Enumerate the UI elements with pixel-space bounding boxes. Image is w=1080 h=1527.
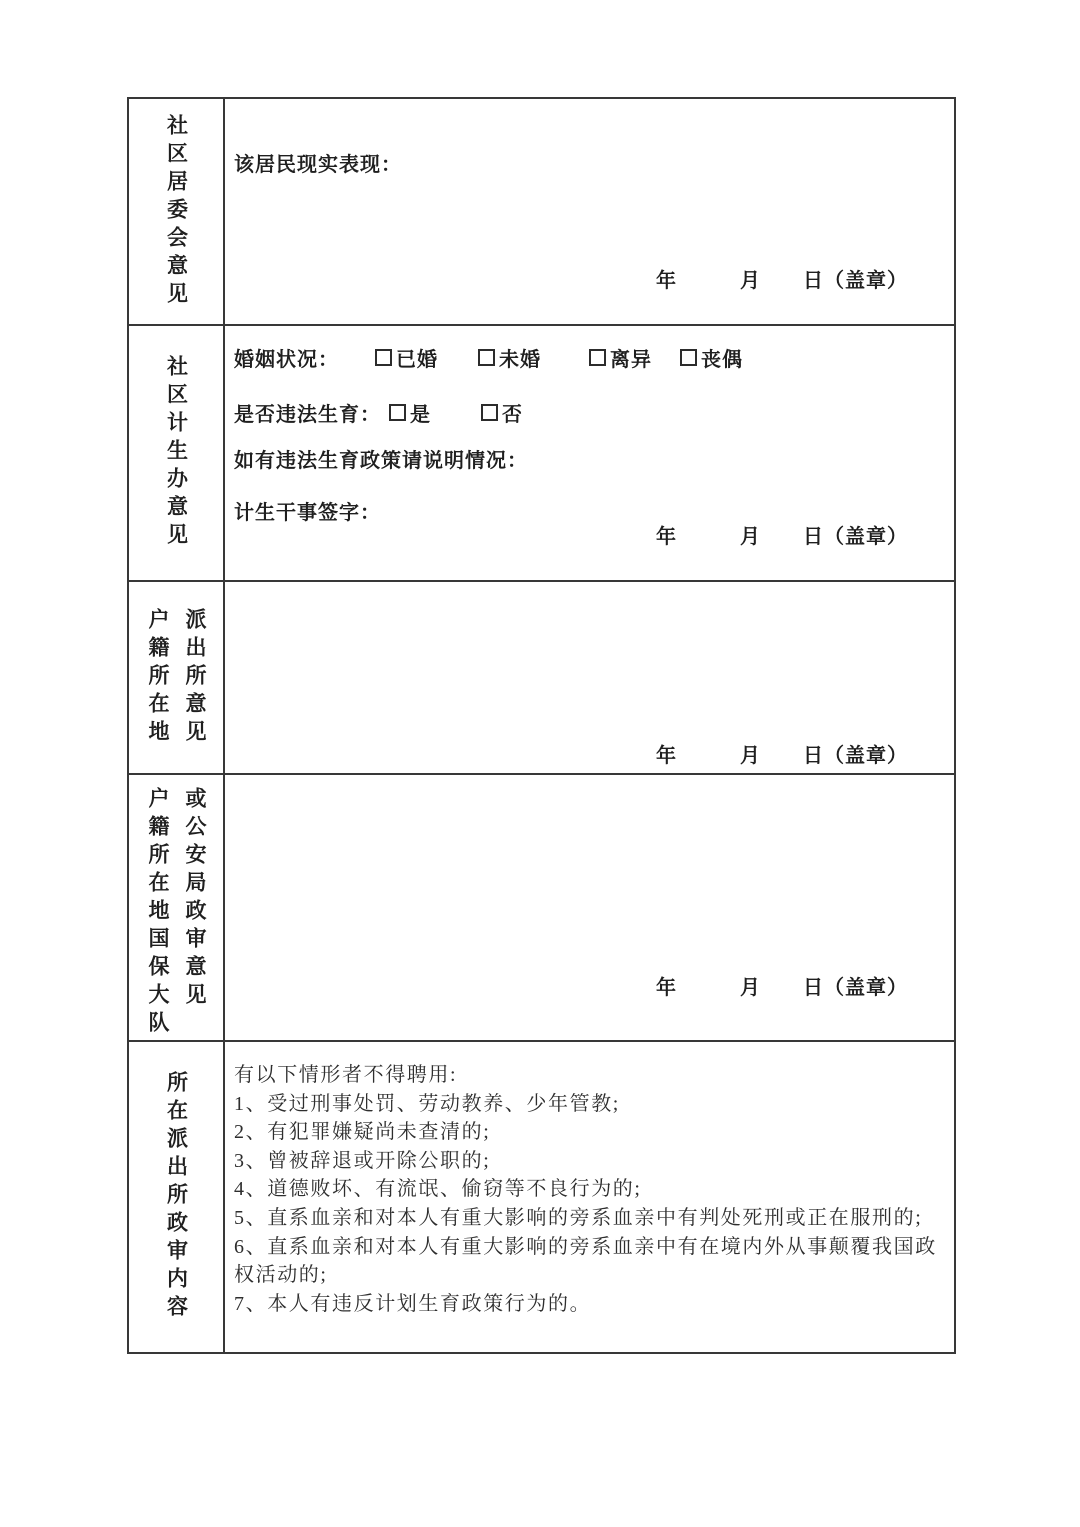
checkbox-item-divorced xyxy=(589,343,652,372)
review-content-header-label: 所在派出所政审内容 xyxy=(164,1071,189,1323)
disqualification-list xyxy=(225,1042,954,1318)
police-station-header-right: 派出所意见 xyxy=(183,607,207,748)
date-seal-line: 年 月 日（盖章） xyxy=(656,977,908,999)
checkbox-yes-label: 是 xyxy=(410,404,431,426)
checkbox-widowed[interactable] xyxy=(680,349,697,366)
checkbox-unmarried[interactable] xyxy=(478,349,495,366)
checkbox-divorced-label: 离异 xyxy=(610,349,652,371)
security-brigade-header-left: 户籍所在地国保大队 xyxy=(146,787,170,1039)
disqualification-item: 2、有犯罪嫌疑尚未查清的; xyxy=(234,1121,491,1144)
marital-status-line xyxy=(234,343,743,372)
checkbox-married[interactable] xyxy=(375,349,392,366)
disqualification-item: 7、本人有违反计划生育政策行为的。 xyxy=(234,1292,592,1315)
security-brigade-header-right: 或公安局政审意见 xyxy=(183,787,207,1011)
security-brigade-content xyxy=(225,775,954,1040)
checkbox-item-yes xyxy=(389,398,431,427)
disqualification-item: 5、直系血亲和对本人有重大影响的旁系血亲中有判处死刑或正在服刑的; xyxy=(234,1206,923,1229)
checkbox-no[interactable] xyxy=(481,404,498,421)
checkbox-item-unmarried xyxy=(478,343,541,372)
disqualification-item: 3、曾被辞退或开除公职的; xyxy=(234,1149,491,1172)
family-planning-header xyxy=(129,326,225,580)
illegal-birth-line xyxy=(234,398,523,427)
marital-status-label: 婚姻状况： xyxy=(234,349,339,371)
checkbox-no-label: 否 xyxy=(502,404,523,426)
checkbox-item-no xyxy=(481,398,523,427)
disqualification-item: 1、受过刑事处罚、劳动教养、少年管教; xyxy=(234,1092,620,1115)
family-planning-content xyxy=(225,326,954,580)
illegal-birth-note-label: 如有违法生育政策请说明情况： xyxy=(234,450,528,472)
checkbox-unmarried-label: 未婚 xyxy=(499,349,541,371)
family-planning-header-label: 社区计生办意见 xyxy=(164,355,189,551)
date-seal-line: 年 月 日（盖章） xyxy=(656,526,908,548)
community-committee-content xyxy=(225,99,954,324)
political-review-form xyxy=(127,97,956,1354)
review-content-header xyxy=(129,1042,225,1352)
row-community-committee-opinion xyxy=(129,99,954,326)
checkbox-item-married xyxy=(375,343,438,372)
checkbox-yes[interactable] xyxy=(389,404,406,421)
security-brigade-header xyxy=(129,775,225,1040)
review-content-cell xyxy=(225,1042,954,1352)
resident-performance-label: 该居民现实表现： xyxy=(234,154,402,176)
family-planning-signature-label: 计生干事签字： xyxy=(234,502,381,524)
disqualification-item: 6、直系血亲和对本人有重大影响的旁系血亲中有在境内外从事颠覆我国政权活动的; xyxy=(234,1235,937,1287)
date-seal-line: 年 月 日（盖章） xyxy=(656,745,908,767)
row-family-planning-office-opinion xyxy=(129,326,954,582)
police-station-header xyxy=(129,582,225,773)
police-station-header-left: 户籍所在地 xyxy=(146,607,170,748)
disqualification-item: 4、道德败坏、有流氓、偷窃等不良行为的; xyxy=(234,1178,642,1201)
row-household-police-station-opinion xyxy=(129,582,954,775)
checkbox-item-widowed xyxy=(680,343,743,372)
checkbox-widowed-label: 丧偶 xyxy=(701,349,743,371)
row-security-brigade-opinion xyxy=(129,775,954,1042)
community-committee-header xyxy=(129,99,225,324)
date-seal-line: 年 月 日（盖章） xyxy=(656,270,908,292)
illegal-birth-label: 是否违法生育： xyxy=(234,404,381,426)
community-committee-header-label: 社区居委会意见 xyxy=(164,113,189,310)
disqualification-intro: 有以下情形者不得聘用: xyxy=(234,1064,458,1086)
checkbox-married-label: 已婚 xyxy=(396,349,438,371)
police-station-content xyxy=(225,582,954,773)
row-police-review-content xyxy=(129,1042,954,1352)
checkbox-divorced[interactable] xyxy=(589,349,606,366)
